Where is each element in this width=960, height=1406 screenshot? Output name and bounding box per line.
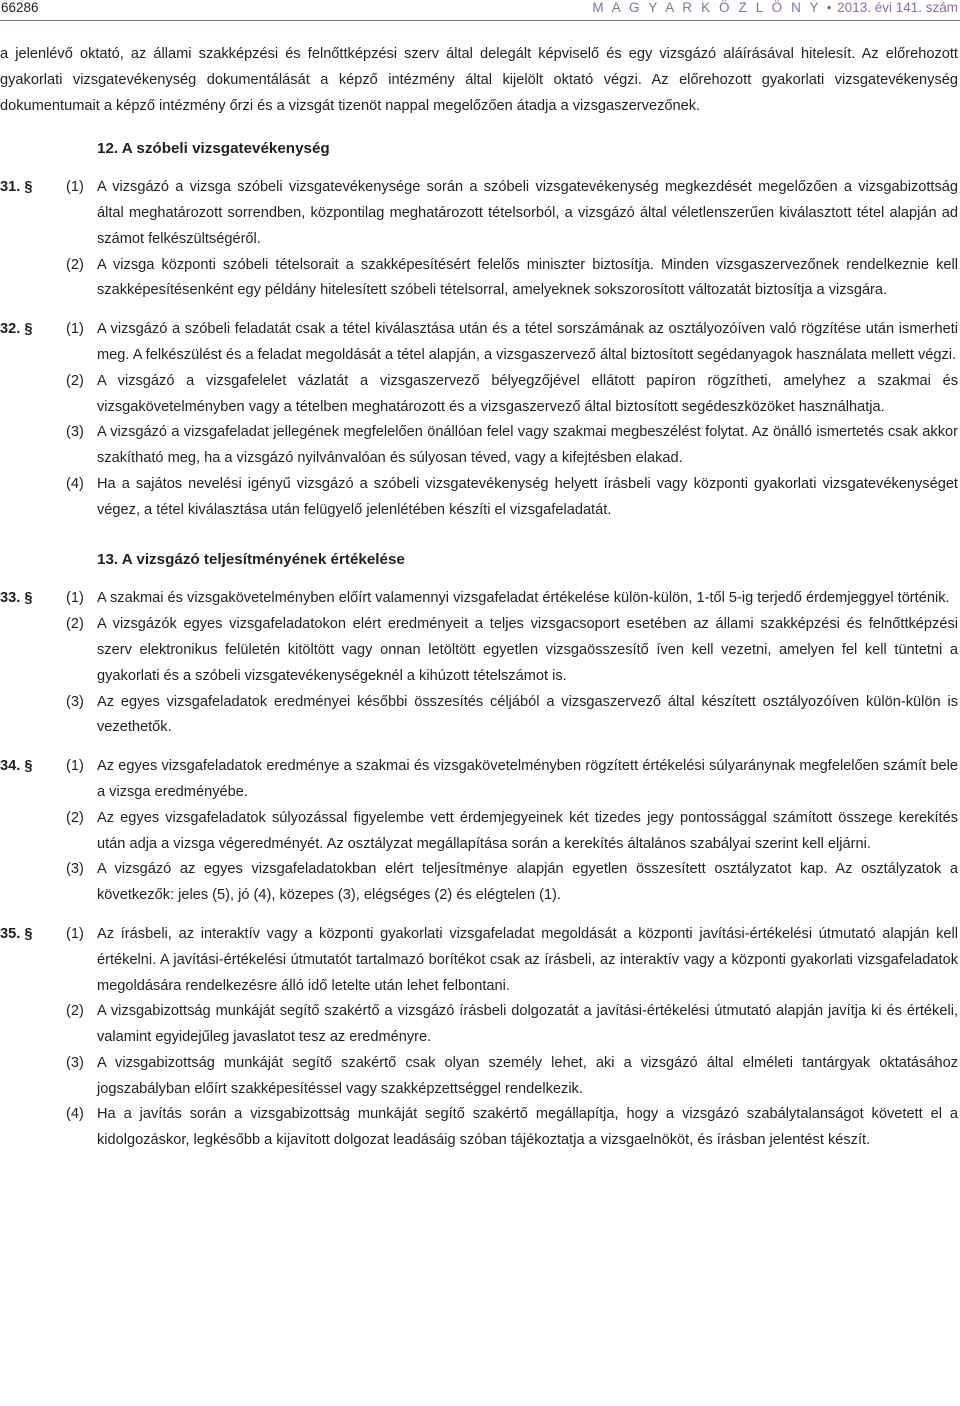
- paragraph-text: A vizsga központi szóbeli tételsorait a szakképesítésért felelős miniszter biztosítja. Minden vizsgaszervezőnek rendelkeznie kell szakképesítésenként egy példány hitelesített szóbeli tételsorral, amelyeknek sokszorosított változatát biztosítja a vizsgára.: [97, 256, 958, 299]
- section: [0, 317, 958, 523]
- section-paragraph: [0, 1102, 958, 1154]
- paragraph-text: Az egyes vizsgafeladatok eredménye a szakmai és vizsgakövetelményben rögzített értékelési súlyaránynak megfelelően számít bele a vizsga eredményébe.: [97, 758, 958, 800]
- paragraph-text: A vizsgázó a vizsgafelelet vázlatát a vizsgaszervező bélyegzőjével ellátott papíron rögzítheti, amelyhez a szakmai és vizsgakövetelményben vagy a tételben meghatározott és a vizsgaszervező által biztosított segédeszközöket használhatja.: [97, 372, 958, 415]
- section-paragraph: [0, 690, 958, 742]
- paragraph-number: (2): [66, 809, 84, 826]
- section-number: 31. §: [0, 179, 33, 196]
- page-header: [0, 0, 960, 22]
- paragraph-text: Az írásbeli, az interaktív vagy a központi gyakorlati vizsgafeladat megoldását a központi javítási-értékelési útmutató alapján kell értékelni. A javítási-értékelési útmutatót tartalmazó borítékot csak az írásbeli, az interaktív vagy a központi gyakorlati vizsgafeladatok megoldására rendelkezésre álló idő letelte után lehet felbontani.: [97, 925, 958, 994]
- paragraph-text: Ha a javítás során a vizsgabizottság munkáját segítő szakértő megállapítja, hogy a vizsgázó szabálytalanságot követett el a kidolgozáskor, legkésőbb a kijavított dolgozat leadásáig szóban tájékoztatja a vizsgaelnököt, és írásban jelentést készít.: [97, 1106, 958, 1149]
- header-separator: •: [826, 0, 832, 15]
- section-gap: [0, 741, 958, 754]
- section-paragraph: [0, 612, 958, 689]
- paragraph-number: (4): [66, 475, 84, 492]
- paragraph-text: A vizsgabizottság munkáját segítő szakértő csak olyan személy lehet, aki a vizsgázó által elméleti tantárgyak oktatásához jogszabályban előírt szakképesítéssel vagy szakképzettséggel rendelkezik.: [97, 1054, 958, 1097]
- document-body: [0, 42, 958, 1154]
- paragraph-number: (2): [66, 372, 84, 389]
- section-paragraph: [0, 586, 958, 612]
- paragraph-number: (3): [66, 693, 84, 710]
- section-paragraph: [0, 806, 958, 858]
- paragraph-number: (2): [66, 256, 84, 273]
- section-paragraph: [0, 317, 958, 369]
- section-paragraph: [0, 857, 958, 909]
- paragraph-text: A vizsgázó a vizsgafeladat jellegének megfelelően önállóan felel vagy szakmai megbeszélést folytat. Az önálló ismertetés csak akkor szakítható meg, ha a vizsgázó nyilvánvalóan és súlyosan téved, vagy a kifejtésben elakad.: [97, 424, 958, 467]
- section-number: 34. §: [0, 758, 33, 775]
- section-paragraph: [0, 472, 958, 524]
- intro-paragraph: a jelenlévő oktató, az állami szakképzési és felnőttképzési szerv által delegált képviselő és egy vizsgázó aláírásával hitelesít. Az előrehozott gyakorlati vizsgatevékenység dokumentálását a képző intézmény által kijelölt oktató végzi. Az előrehozott gyakorlati vizsgatevékenység dokumentumait a képző intézmény őrzi és a vizsgát tizenöt nappal megelőzően átadja a vizsgaszervezőnek.: [0, 46, 958, 114]
- paragraph-number: (1): [66, 321, 84, 338]
- header-rule: [0, 20, 960, 21]
- section-paragraph: [0, 754, 958, 806]
- section-number: 35. §: [0, 925, 33, 942]
- paragraph-number: (1): [66, 590, 84, 607]
- section: [0, 586, 958, 741]
- sections-after-13: [0, 586, 958, 1154]
- paragraph-text: Az egyes vizsgafeladatok súlyozással figyelembe vett érdemjegyeinek két tizedes jegy pontossággal számított összege kerekítés után adja a vizsga végeredményét. Az osztályzat megállapítása során a kerekítés általános szabályai szerint kell eljárni.: [97, 809, 958, 852]
- section-gap: [0, 304, 958, 317]
- journal-title: [592, 0, 958, 16]
- section-paragraph: [0, 999, 958, 1051]
- paragraph-number: (3): [66, 1054, 84, 1071]
- section-number: 32. §: [0, 321, 33, 338]
- paragraph-number: (1): [66, 758, 84, 775]
- issue-label: 2013. évi 141. szám: [837, 0, 958, 15]
- paragraph-text: A vizsgázó a vizsga szóbeli vizsgatevékenysége során a szóbeli vizsgatevékenység megkezdését megelőzően a vizsgabizottság által meghatározott sorrendben, központilag meghatározott tételsorból, a vizsgázó által véletlenszerűen kiválasztott tétel alapján ad számot felkészültségéről.: [97, 179, 958, 247]
- paragraph-text: A szakmai és vizsgakövetelményben előírt valamennyi vizsgafeladat értékelése külön-külön, 1-től 5-ig terjedő érdemjeggyel történik.: [97, 590, 950, 607]
- paragraph-text: Ha a sajátos nevelési igényű vizsgázó a szóbeli vizsgatevékenység helyett írásbeli vagy központi gyakorlati vizsgatevékenységet végez, a tétel kiválasztása után felügyelő jelenlétében készíti el vizsgafeladatát.: [97, 475, 958, 518]
- page-number: 66286: [1, 0, 39, 15]
- paragraph-text: A vizsgázó az egyes vizsgafeladatokban elért teljesítménye alapján egyetlen összesített osztályzatot kap. Az osztályzatok a következők: jeles (5), jó (4), közepes (3), elégséges (2) és elégtelen (1).: [97, 861, 958, 904]
- section-paragraph: [0, 253, 958, 305]
- chapter-heading-13: 13. A vizsgázó teljesítményének értékelése: [97, 550, 405, 568]
- paragraph-text: A vizsgázók egyes vizsgafeladatokon elért eredményeit a teljes vizsgacsoport esetében az állami szakképzési és felnőttképzési szerv elektronikus felületén kitöltött vagy onnan letöltött egyetlen vizsgaösszesítő íven kell vezetni, amelyen fel kell tüntetni a gyakorlati és a szóbeli vizsgatevékenységeknél a kihúzott tételszámot is.: [97, 616, 958, 684]
- paragraph-number: (2): [66, 1003, 84, 1020]
- paragraph-text: Az egyes vizsgafeladatok eredményei későbbi összesítés céljából a vizsgaszervező által készített osztályozóíven külön-külön is vezethetők.: [97, 693, 958, 736]
- paragraph-number: (3): [66, 424, 84, 441]
- section: [0, 754, 958, 909]
- section-paragraph: [0, 420, 958, 472]
- sections-before-13: [0, 175, 958, 523]
- section-number: 33. §: [0, 590, 33, 607]
- paragraph-number: (4): [66, 1106, 84, 1123]
- section: [0, 175, 958, 304]
- chapter-heading-12: 12. A szóbeli vizsgatevékenység: [97, 140, 330, 158]
- paragraph-number: (1): [66, 925, 84, 942]
- section-paragraph: [0, 1051, 958, 1103]
- paragraph-text: A vizsgabizottság munkáját segítő szakértő a vizsgázó írásbeli dolgozatát a javítási-értékelési útmutató alapján javítja ki és értékeli, valamint egyidejűleg javaslatot tesz az eredményre.: [97, 1003, 958, 1046]
- paragraph-text: A vizsgázó a szóbeli feladatát csak a tétel kiválasztása után és a tétel sorszámának az osztályozóíven való rögzítése után ismerheti meg. A felkészülést és a feladat megoldását a tétel alapján, a vizsgaszervező által biztosított segédanyagok használata mellett végzi.: [97, 321, 958, 363]
- section-gap: [0, 909, 958, 922]
- paragraph-number: (2): [66, 616, 84, 633]
- paragraph-number: (1): [66, 179, 84, 196]
- section-paragraph: [0, 175, 958, 252]
- section-paragraph: [0, 922, 958, 999]
- section-paragraph: [0, 369, 958, 421]
- paragraph-number: (3): [66, 861, 84, 878]
- section: [0, 922, 958, 1154]
- journal-name: M A G Y A R K Ö Z L Ö N Y: [592, 0, 822, 15]
